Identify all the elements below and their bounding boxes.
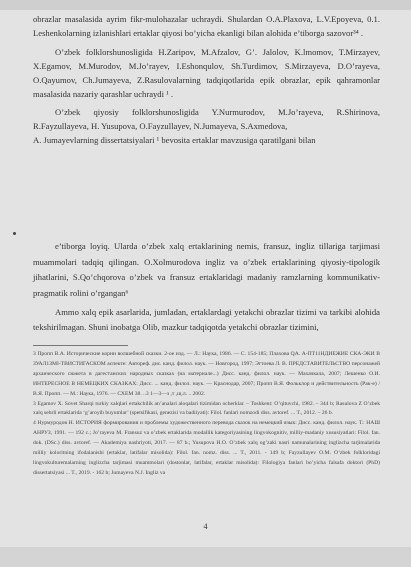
body-text-lower	[33, 239, 380, 335]
footnotes	[33, 350, 380, 479]
footnote-3a: 3 Пропп В.А. Исторические корни волшебной сказки. 2-ое изд. — Л.: Наука, 1986. — С. 154-185; Плахова QA. А-ПТ11НДИЕЖИЕ СКА-ЭКИ В ЗУАЛ1ЗМI-ТВИСТИГАСКОМ аспекте: Автореф. дис. канд. филол. наук. — Новгород, 1997; Эгтоева Л. В. ПРЕДСТАВИТЕЛЬСТВО персонажей архаического сюжета в дагестанских народных сказках (на материале...) Дисс. канд. филол. наук. — Махачкала, 2007; Лешенко О.И. ИНТЕРЕСНОЕ В НЕМЕЦКИХ СКАЗКАХ: Дисс. ... канд. филол. наук. — Краснодар, 2007; Пропп В.Я. Фольклор и действительность (Рак-е) / В.Я. Пропп. — М.: Наука, 1976. — СХЕМ 38. ..3 1—3—з ,т ,щ.л. .. 2002.	[33, 351, 380, 397]
paragraph-4: e’tiborga loyiq. Ularda o’zbek xalq ertaklarining nemis, fransuz, ingliz tillariga tarjimasi muammolari tadqiq qilingan. O.Xolmurodova ingliz va o’zbek ertaklarining qiyosiy-tipologik jihatlarini, S.Qo’chqorova o’zbek va fransuz ertaklaridagi madaniy ramzlarning kommunikativ-pragmatik rolini o’rgangan⁶	[33, 241, 380, 298]
paragraph-1: obrazlar masalasida ayrim fikr-mulohazalar uchraydi. Shulardan O.A.Plaxova, L.V.Epoyeva, 0.1. Leshenkolarning izlanishlari ertaklar qiyosi bo’yicha ekanligi bilan alohida e’tiborga sazovor³⁴ .	[33, 14, 380, 39]
page-number: 4	[203, 522, 208, 531]
paragraph-3-continued: A. Jumayevlarning dissertatsiyalari ¹ bevosita ertaklar mavzusiga qaratilgani bilan	[33, 135, 316, 146]
paragraph-5: Ammo xalq epik asarlarida, jumladan, ertaklardagi yetakchi obrazlar tizimi va tarkibi alohida tekshirilmagan. Shuni inobatga Olib, mazkur tadqiqotda yetakchi obrazlar tizimini,	[33, 307, 380, 332]
scan-bottom-edge	[0, 547, 411, 567]
stray-mark	[13, 232, 16, 235]
body-text-upper	[33, 12, 380, 148]
paragraph-2: O’zbek folklorshunosligida H.Zaripov, M.Afzalov, G’. Jalolov, K.lmomov, T.Mirzayev, X.Egamov, M.Murodov, M.Jo’rayev, I.Eshonqulov, Sh.Turdimov, S.Mirzayeva, D.O’rayeva, O.Qayumov, Ch.Jumayeva, Z.Rasulovalarning tadqiqotlarida epik obrazlar, epik qahramonlar masalasida nazariy qarashlar uchraydi ¹ .	[33, 46, 380, 100]
footnote-separator	[33, 345, 128, 346]
scan-top-edge	[0, 0, 411, 10]
paragraph-3: O’zbek qiyosiy folklorshunosligida Y.Nurmurodov, M.Jo’rayeva, R.Shirinova, R.Fayzullayeva, H. Yusupova, O.Fayzullayev, N.Jumayeva, S.Axmedova,	[33, 106, 380, 132]
footnote-3b: 3 Egamov X. Sovet Sharqi turkiy xalqlari ertakchilik an’analari aloqalari tizimidan ocherklar. – Toshkent: O’qituvchi, 1982. – 344 b; Rasulova Z O’zbek xalq sehrli ertaklarida ‘g’aroyib buyumlar’ (spetsifikasi, genezisi va badiiyati): Filol. fanlari nomzodi diss. avtoref. ... T., 2012. – 26 b.	[33, 400, 380, 417]
footnote-4: 4 Нурмуродов Н. ИСТОРИЯ формирования и проблемы художественного перевода сказок на немецкий язык: Дисс. канд. филол. наук. Т.: НАШ АНРУЗ, 1991. — 192 с.; Jo’rayeva M. Fransuz va o’zbek ertaklarida modallik kategoriyasining lingvokognitiv, milliy-madaniy xususiyatlari: Filol. fan. dok. (DSc.) diss. avtoref. — Akademiya nashriyoti, 2017. — 87 b.; Yusupova H.O. O’zbek xalq og’zaki nasri namunalarining inglizcha tarjimalarida milliy koloritning ifodalanishi (ertaklar, latifalar misolida): Filol. fan. nomz. diss. ... T., 2011. - 149 b; Fayzullayev O.M. O’zbek folkloridagi lingvokulturemalarning inglizcha tarjimasi muammolari (dostonlar, latifalar, ertaklar misolida): Filologiya fanlari bo’yicha falsafa doktori (PhD) dissertatsiyasi ... T., 2019. - 162 b; Jumayeva N.J. Ingliz va	[33, 420, 380, 476]
